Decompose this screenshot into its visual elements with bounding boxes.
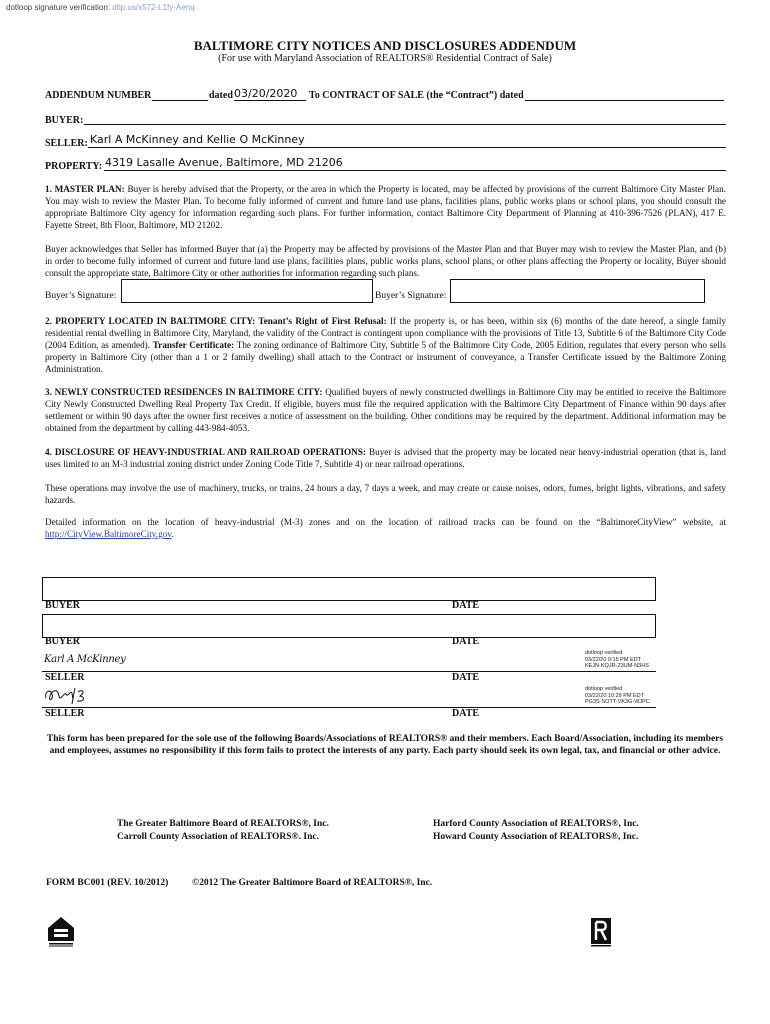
buyer-1-date-label: DATE (452, 600, 480, 611)
section-3 (45, 386, 726, 434)
assoc-harford-county: Harford County Association of REALTORS®, Inc. (433, 819, 639, 829)
associations-left (117, 818, 329, 844)
assoc-carroll-county: Carroll County Association of REALTORS®. Inc. (117, 832, 319, 842)
badge-2-title: dotloop verified (585, 686, 623, 692)
section-1-acknowledgement: Buyer acknowledges that Seller has informed Buyer that (a) the Property may be affected by provisions of the Master Plan and that Buyer may wish to review the Master Plan, and (b) in order to become fully informed of current and future land use plans, facilities plans, public works plans, school plans, or other plans affecting the Property or locality, Buyer should consult the appropriate state, Baltimore City or other authorities for information regarding such plans. (45, 244, 726, 278)
section-2-body: If the property is, or has been, within six (6) months of the date hereof, a single family residential rental dwelling in Baltimore City, Maryland, the validity of the Contract is contingent upon compliance with the provisions of Title 13, Subtitle 6 of the Baltimore City Code (2004 Edition, as amended). (45, 316, 726, 350)
associations-right (433, 818, 639, 844)
transfer-certificate-body: The zoning ordinance of Baltimore City, Subtitle 5 of the Baltimore City Code, 2005 Edition, regulates that every person who sells property in Baltimore City (other than a 1 or 2 family dwelling) shall attach to the Contract or instrument of conveyance, a Transfer Certificate issued by the Baltimore Zoning Administration. (45, 340, 726, 374)
buyer-label: BUYER: (45, 115, 84, 126)
buyer-1-signature-box[interactable] (42, 577, 656, 601)
buyer-signature-box-2[interactable] (450, 279, 705, 303)
section-4-body: Buyer is advised that the property may be located near heavy-industrial operation (that is, land uses limited to an M-3 industrial zoning district under Zoning Code Title 7, Subtitle 4) or near railroad operations. (45, 447, 726, 469)
addendum-number-field[interactable] (152, 100, 208, 101)
seller-1-signature-line[interactable] (42, 671, 656, 672)
dated-field-line (234, 100, 306, 101)
badge-1-code: KEJN-KQJR-Z3UM-N3HS (585, 663, 649, 669)
badge-2-time: 03/22/20 10:29 PM EDT (585, 692, 645, 699)
buyer-2-signature-box[interactable] (42, 614, 656, 638)
seller-2-label: SELLER (45, 708, 85, 719)
seller-2-signature (42, 684, 90, 706)
copyright: ©2012 The Greater Baltimore Board of REALTORS®, Inc. (192, 878, 433, 888)
dated-value[interactable]: 03/20/2020 (234, 87, 298, 100)
verification-label: dotloop signature verification: (6, 3, 111, 12)
buyer-signature-label-1: Buyer’s Signature: (45, 291, 117, 301)
section-4-heading: 4. DISCLOSURE OF HEAVY-INDUSTRIAL AND RAILROAD OPERATIONS: (45, 447, 366, 457)
section-4-details (45, 516, 726, 540)
seller-value[interactable]: Karl A McKinney and Kellie O McKinney (90, 133, 305, 146)
buyer-field[interactable] (84, 124, 726, 125)
property-field-line (104, 170, 726, 171)
contract-dated-field[interactable] (525, 100, 724, 101)
assoc-howard-county: Howard County Association of REALTORS®, Inc. (433, 832, 639, 842)
cityview-link[interactable]: http://CityView.BaltimoreCity.gov (45, 529, 172, 539)
form-id: FORM BC001 (REV. 10/2012) (46, 878, 169, 888)
badge-1-title: dotloop verified (585, 650, 623, 656)
dated-label: dated (209, 90, 233, 101)
buyer-signature-box-1[interactable] (121, 279, 373, 303)
section-4-operations: These operations may involve the use of machinery, trucks, or trains, 24 hours a day, 7 days a week, and may create or cause noises, odors, fumes, bright lights, vibrations, and safety hazards. (45, 483, 726, 505)
section-1 (45, 183, 726, 231)
dotloop-badge-1 (585, 650, 649, 670)
disclaimer-notice: This form has been prepared for the sole use of the following Boards/Associations of REALTORS® and their members. Each Board/Association, including its members and employees, assumes no responsibility if this form fails to protect the interests of any party. Each party should seek its own legal, tax, and financial or other advice. (46, 734, 724, 756)
realtor-logo-icon (590, 917, 612, 947)
document-subtitle: (For use with Maryland Association of REALTORS® Residential Contract of Sale) (218, 53, 552, 64)
buyer-1-label: BUYER (45, 600, 81, 611)
section-3-body: Qualified buyers of newly constructed dwellings in Baltimore City may be entitled to receive the Baltimore City Newly Constructed Dwelling Real Property Tax Credit. If eligible, buyers must file the required application with the Baltimore City Department of Finance within 90 days after settlement or within 90 days after the owner first receives a notice of assessment on the building. Other conditions may be required by the department. Additional information may be obtained from the department by calling 443-984-4053. (45, 387, 726, 433)
seller-field-line (88, 147, 726, 148)
assoc-greater-baltimore: The Greater Baltimore Board of REALTORS®, Inc. (117, 819, 329, 829)
equal-housing-icon (46, 915, 76, 947)
verification-link[interactable]: dtlp.us/x572-L1fy-Aenq (112, 3, 195, 12)
seller-1-date-label: DATE (452, 672, 480, 683)
buyer-2-label: BUYER (45, 636, 81, 647)
badge-2-code: PG3S-SOTT-VK3G-WJPC (585, 699, 650, 705)
buyer-signature-label-2: Buyer’s Signature: (375, 291, 447, 301)
badge-1-time: 03/22/20 9:15 PM EDT (585, 656, 641, 663)
seller-1-label: SELLER (45, 672, 85, 683)
section-4 (45, 446, 726, 470)
section-1-heading: 1. MASTER PLAN: (45, 184, 125, 194)
dotloop-verification (6, 3, 195, 12)
seller-2-signature-line[interactable] (42, 707, 656, 708)
section-4-end: . (171, 529, 174, 539)
property-value[interactable]: 4319 Lasalle Avenue, Baltimore, MD 21206 (105, 156, 343, 169)
document-title: BALTIMORE CITY NOTICES AND DISCLOSURES ADDENDUM (193, 38, 577, 53)
seller-2-date-label: DATE (452, 708, 480, 719)
contract-dated-label: To CONTRACT OF SALE (the “Contract”) dated (309, 90, 524, 101)
section-2 (45, 315, 726, 375)
dotloop-badge-2 (585, 686, 650, 706)
section-3-heading: 3. NEWLY CONSTRUCTED RESIDENCES IN BALTIMORE CITY: (45, 387, 323, 397)
transfer-certificate-heading: Transfer Certificate: (152, 340, 235, 350)
property-label: PROPERTY: (45, 161, 103, 172)
section-4-details-text: Detailed information on the location of heavy-industrial (M-3) zones and on the location of railroad tracks can be found on the “BaltimoreCityView” website, at (45, 517, 726, 527)
seller-label: SELLER: (45, 138, 88, 149)
buyer-2-date-label: DATE (452, 636, 480, 647)
section-2-heading: 2. PROPERTY LOCATED IN BALTIMORE CITY: Tenant’s Right of First Refusal: (45, 316, 387, 326)
section-1-body: Buyer is hereby advised that the Property, or the area in which the Property is located, may be affected by provisions of the current Baltimore City Master Plan. You may wish to review the Master Plan. To become fully informed of current and future land use plans, facilities plans, public works plans or school plans, you should consult the appropriate Baltimore City agency for information regarding such plans. For further information, contact Baltimore City Department of Planning at 410-396-7526 (PLAN), 417 E. Fayette Street, 8th Floor, Baltimore, MD 21202. (45, 184, 726, 230)
addendum-number-label: ADDENDUM NUMBER (45, 90, 152, 101)
seller-1-signature: Karl A McKinney (44, 654, 126, 665)
